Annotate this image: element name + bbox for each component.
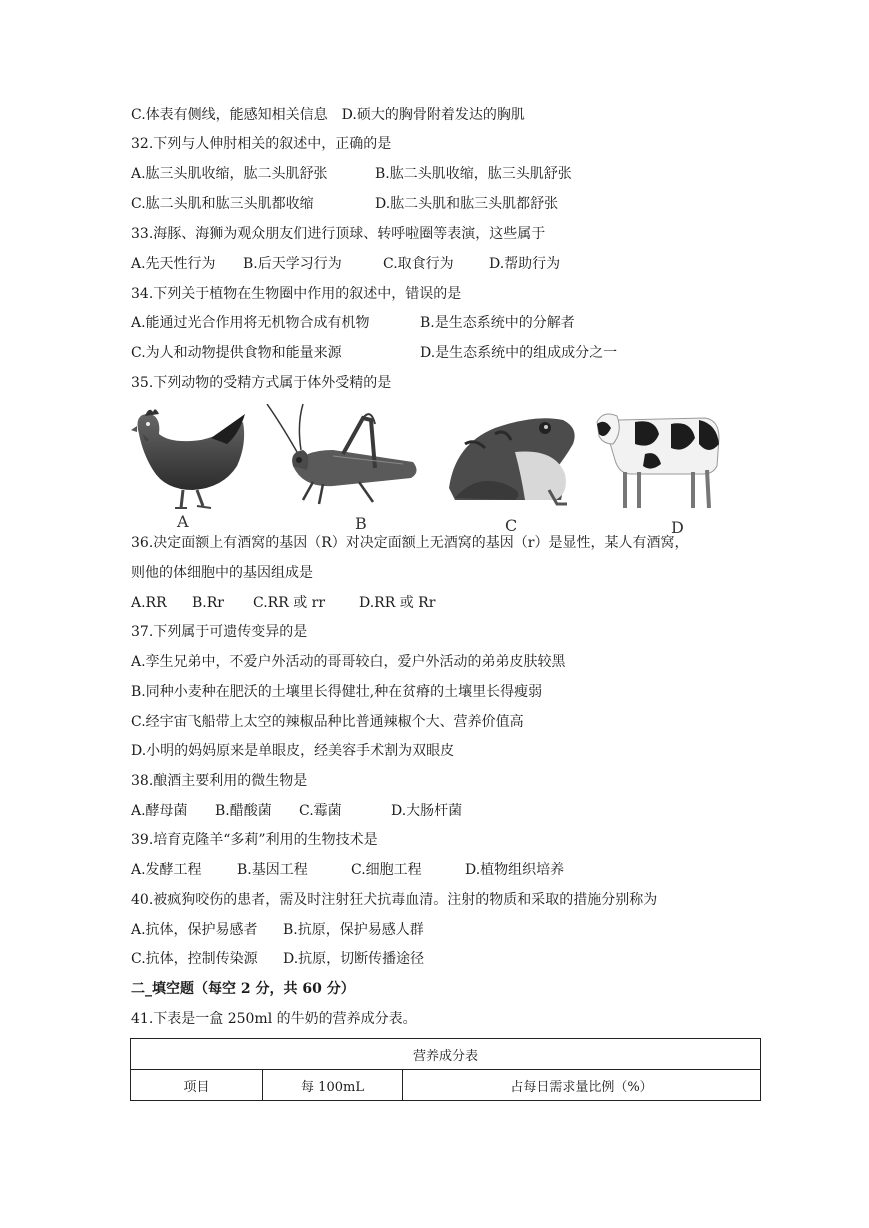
header-per-100ml: 每 100mL xyxy=(263,1070,403,1101)
question-36-line2: 则他的体细胞中的基因组成是 xyxy=(131,565,313,581)
option-c: C.取食行为 xyxy=(383,256,454,272)
question-41: 41.下表是一盒 250ml 的牛奶的营养成分表。 xyxy=(131,1011,417,1027)
option-d: D.RR 或 Rr xyxy=(359,595,436,611)
question-37: 37.下列属于可遗传变异的是 xyxy=(131,624,308,640)
grasshopper-photo xyxy=(263,404,423,510)
q37-option-c: C.经宇宙飞船带上太空的辣椒品种比普通辣椒个大、营养价值高 xyxy=(131,714,524,730)
q36-options xyxy=(131,593,435,613)
header-daily-ratio: 占每日需求量比例（%） xyxy=(403,1070,761,1101)
option-d: D.大肠杆菌 xyxy=(391,803,463,819)
frog-photo xyxy=(445,404,581,516)
header-item: 项目 xyxy=(131,1070,263,1101)
q38-options xyxy=(131,801,462,821)
q39-options xyxy=(131,860,564,880)
option-b: B.肱二头肌收缩，肱三头肌舒张 xyxy=(375,166,572,182)
question-39: 39.培育克隆羊“多莉”利用的生物技术是 xyxy=(131,832,378,848)
q31-options-cd xyxy=(131,105,525,125)
option-d: D.植物组织培养 xyxy=(465,862,565,878)
option-a: A.先天性行为 xyxy=(131,256,216,272)
option-c: C.霉菌 xyxy=(299,803,342,819)
label-d: D xyxy=(671,518,684,537)
option-b: B.Rr xyxy=(192,595,224,611)
option-d: D.硕大的胸骨附着发达的胸肌 xyxy=(341,107,525,123)
hen-photo xyxy=(131,404,251,516)
option-a: A.肱三头肌收缩，肱二头肌舒张 xyxy=(131,166,328,182)
q32-options-ab xyxy=(131,164,572,184)
question-36-line1: 36.决定面额上有酒窝的基因（R）对决定面额上无酒窝的基因（r）是显性，某人有酒窝， xyxy=(131,535,689,551)
q35-animal-images xyxy=(131,404,731,536)
question-33: 33.海豚、海狮为观众朋友们进行顶球、转呼啦圈等表演，这些属于 xyxy=(131,226,546,242)
q37-option-d: D.小明的妈妈原来是单眼皮，经美容手术割为双眼皮 xyxy=(131,743,455,759)
option-c: C.为人和动物提供食物和能量来源 xyxy=(131,345,342,361)
option-d: D.是生态系统中的组成成分之一 xyxy=(420,345,618,361)
q37-option-a: A.孪生兄弟中，不爱户外活动的哥哥较白，爱户外活动的弟弟皮肤较黑 xyxy=(131,654,566,670)
label-a: A xyxy=(177,512,189,531)
option-b: B.抗原，保护易感人群 xyxy=(283,922,424,938)
option-c: C.抗体，控制传染源 xyxy=(131,951,258,967)
option-d: D.帮助行为 xyxy=(489,256,561,272)
option-c: C.细胞工程 xyxy=(351,862,422,878)
label-c: C xyxy=(505,516,518,535)
option-a: A.抗体，保护易感者 xyxy=(131,922,258,938)
question-32: 32.下列与人伸肘相关的叙述中，正确的是 xyxy=(131,136,392,152)
option-d: D.肱二头肌和肱三头肌都舒张 xyxy=(375,196,559,212)
question-38: 38.酿酒主要利用的微生物是 xyxy=(131,773,308,789)
option-a: A.酵母菌 xyxy=(131,803,188,819)
q33-options xyxy=(131,254,560,274)
table-title: 营养成分表 xyxy=(131,1039,761,1070)
table-title-row xyxy=(131,1039,761,1070)
table-header-row xyxy=(131,1070,761,1101)
cow-photo xyxy=(595,404,725,514)
option-b: B.基因工程 xyxy=(237,862,308,878)
option-b: B.是生态系统中的分解者 xyxy=(420,315,575,331)
label-b: B xyxy=(355,514,367,533)
question-34: 34.下列关于植物在生物圈中作用的叙述中，错误的是 xyxy=(131,286,462,302)
option-c: C.肱二头肌和肱三头肌都收缩 xyxy=(131,196,314,212)
question-40: 40.被疯狗咬伤的患者，需及时注射狂犬抗毒血清。注射的物质和采取的措施分别称为 xyxy=(131,892,658,908)
option-a: A.RR xyxy=(131,595,167,611)
section-2-heading: 二_填空题（每空 2 分，共 60 分） xyxy=(131,981,355,997)
option-d: D.抗原，切断传播途径 xyxy=(283,951,425,967)
q40-options-cd xyxy=(131,949,424,969)
option-a: A.能通过光合作用将无机物合成有机物 xyxy=(131,315,370,331)
question-35: 35.下列动物的受精方式属于体外受精的是 xyxy=(131,375,392,391)
option-b: B.醋酸菌 xyxy=(215,803,272,819)
option-c: C.RR 或 rr xyxy=(253,595,326,611)
nutrition-table xyxy=(130,1038,761,1101)
q34-options-ab xyxy=(131,313,575,333)
q37-option-b: B.同种小麦种在肥沃的土壤里长得健壮,种在贫瘠的土壤里长得瘦弱 xyxy=(131,684,543,700)
q34-options-cd xyxy=(131,343,617,363)
q32-options-cd xyxy=(131,194,558,214)
q40-options-ab xyxy=(131,920,424,940)
option-a: A.发酵工程 xyxy=(131,862,202,878)
option-c: C.体表有侧线，能感知相关信息 xyxy=(131,107,328,123)
option-b: B.后天学习行为 xyxy=(243,256,342,272)
